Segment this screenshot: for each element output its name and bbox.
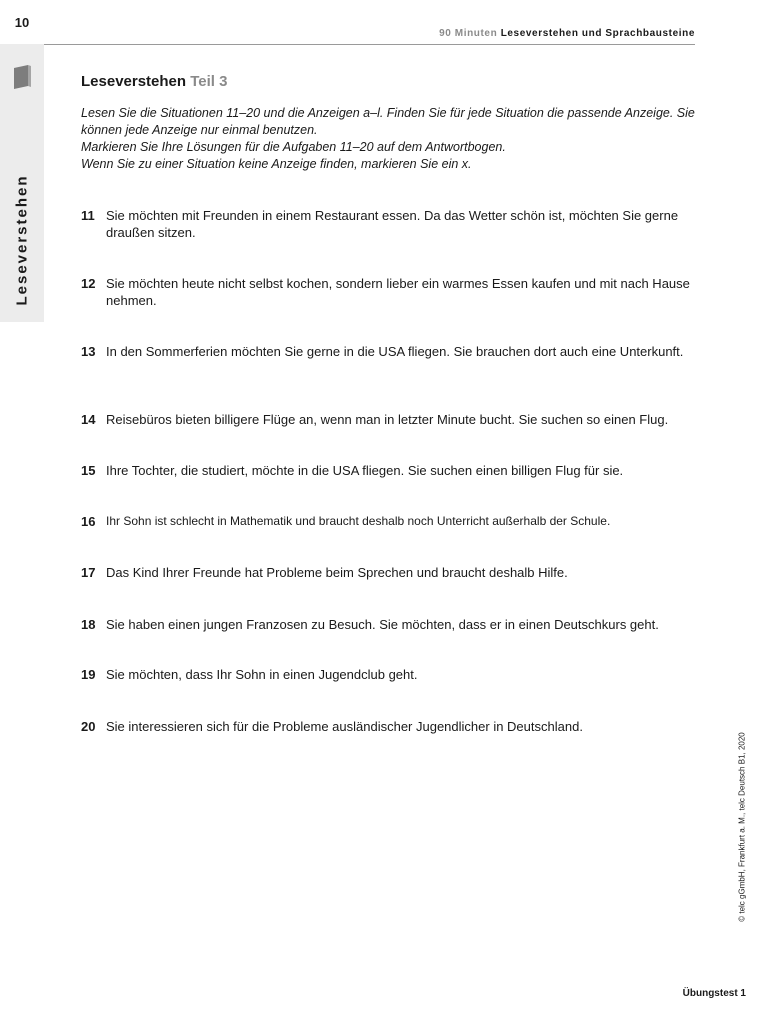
page-footer: Übungstest 1: [682, 988, 746, 999]
task-number: 15: [81, 463, 96, 478]
task-number: 11: [81, 208, 95, 223]
task-text: Reisebüros bieten billigere Flüge an, wenn man in letzter Minute bucht. Sie suchen so einen Flug.: [106, 412, 669, 427]
task-item: [81, 343, 701, 360]
task-item: [81, 616, 701, 633]
task-text: Ihr Sohn ist schlecht in Mathematik und braucht deshalb noch Unterricht außerhalb der Schule.: [106, 514, 611, 528]
task-item: [81, 718, 701, 735]
task-number: 13: [81, 344, 96, 359]
task-text: Sie möchten, dass Ihr Sohn in einen Jugendclub geht.: [106, 667, 418, 682]
task-text: Sie haben einen jungen Franzosen zu Besuch. Sie möchten, dass er in einen Deutschkurs geht.: [106, 617, 659, 632]
task-number: 19: [81, 667, 96, 682]
task-text: Das Kind Ihrer Freunde hat Probleme beim Sprechen und braucht deshalb Hilfe.: [106, 565, 568, 580]
task-number: 18: [81, 617, 96, 632]
side-section-label: Leseverstehen: [13, 174, 31, 306]
instructions: [81, 105, 701, 173]
task-text: In den Sommerferien möchten Sie gerne in die USA fliegen. Sie brauchen dort auch eine Unterkunft.: [106, 344, 684, 359]
task-item: [81, 564, 701, 581]
task-item: [81, 462, 701, 479]
task-number: 20: [81, 719, 96, 734]
header-title: Leseverstehen und Sprachbausteine: [500, 28, 695, 39]
page-number: 10: [0, 0, 44, 44]
task-number: 14: [81, 412, 96, 427]
task-number: 16: [81, 514, 96, 529]
task-text: Sie möchten heute nicht selbst kochen, sondern lieber ein warmes Essen kaufen und mit nach Hause nehmen.: [106, 276, 690, 308]
instruction-paragraph: Wenn Sie zu einer Situation keine Anzeige finden, markieren Sie ein x.: [81, 157, 472, 171]
book-icon: [12, 64, 32, 90]
section-title-main: Leseverstehen: [81, 73, 187, 90]
section-title: [81, 73, 227, 90]
task-item: [81, 513, 701, 530]
instruction-paragraph: Lesen Sie die Situationen 11–20 und die Anzeigen a–l. Finden Sie für jede Situation die passende Anzeige. Sie können jede Anzeige nur einmal benutzen.: [81, 106, 695, 137]
task-item: [81, 666, 701, 683]
task-item: [81, 275, 701, 309]
task-text: Sie interessieren sich für die Probleme ausländischer Jugendlicher in Deutschland.: [106, 719, 583, 734]
copyright-notice: © telc gGmbH, Frankfurt a. M., telc Deutsch B1, 2020: [737, 732, 747, 922]
running-header: [439, 28, 695, 39]
task-item: [81, 411, 701, 428]
section-part: Teil 3: [190, 73, 228, 90]
task-number: 12: [81, 276, 96, 291]
task-number: 17: [81, 565, 96, 580]
task-item: [81, 207, 701, 241]
instruction-paragraph: Markieren Sie Ihre Lösungen für die Aufgaben 11–20 auf dem Antwortbogen.: [81, 140, 506, 154]
task-text: Sie möchten mit Freunden in einem Restaurant essen. Da das Wetter schön ist, möchten Sie gerne draußen sitzen.: [106, 208, 679, 240]
task-text: Ihre Tochter, die studiert, möchte in die USA fliegen. Sie suchen einen billigen Flug für sie.: [106, 463, 624, 478]
header-rule: [44, 44, 695, 45]
header-minutes: 90 Minuten: [439, 28, 498, 39]
